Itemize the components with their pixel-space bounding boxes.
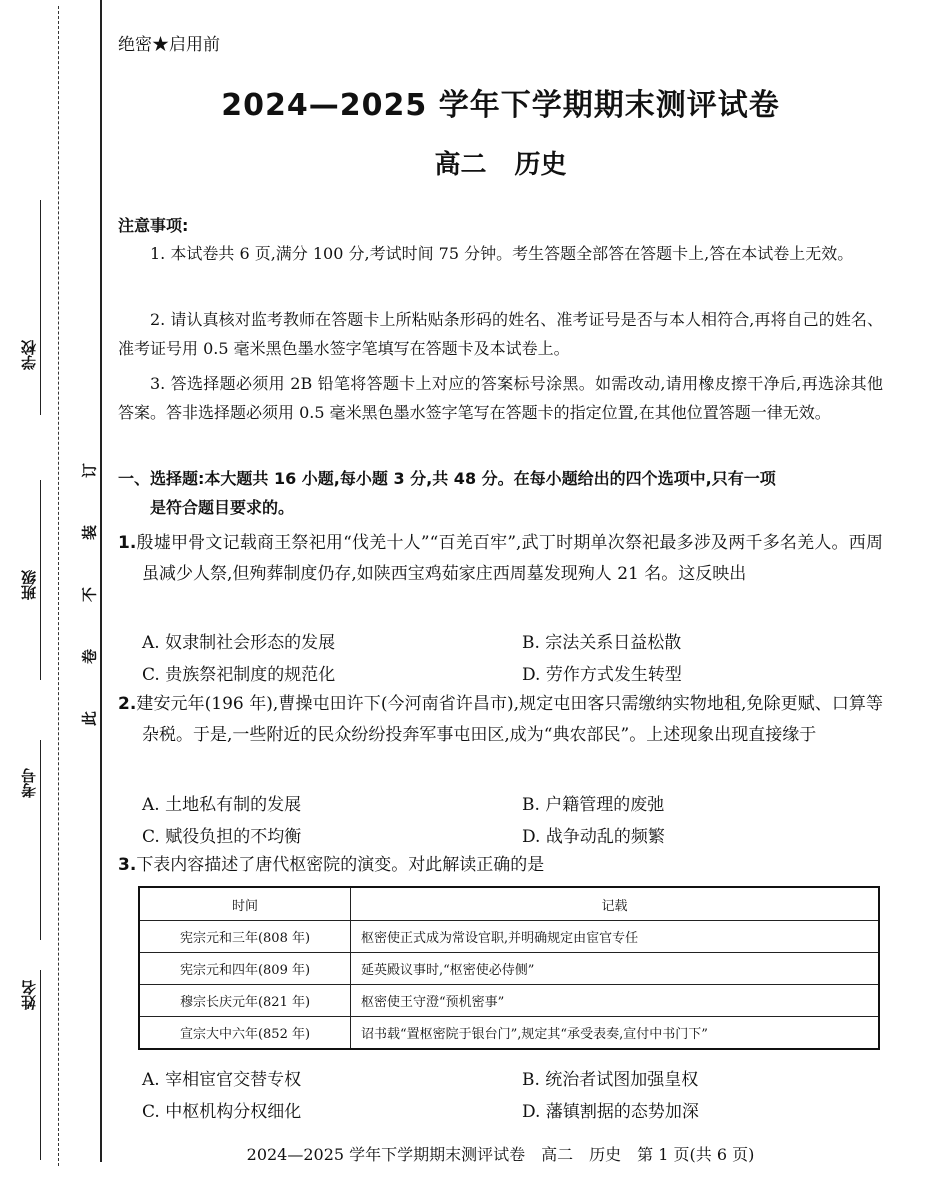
grade-label: 高二 xyxy=(434,150,487,180)
confidential-mark: 绝密★启用前 xyxy=(118,35,220,55)
binding-margin xyxy=(0,0,100,1183)
table-row xyxy=(139,921,879,953)
subject-label: 历史 xyxy=(514,150,567,180)
section-heading xyxy=(118,464,883,522)
section-line-2: 是符合题目要求的。 xyxy=(150,498,295,517)
option-a[interactable]: A. 土地私有制的发展 xyxy=(142,795,302,815)
history-table xyxy=(138,886,880,1050)
exam-subtitle xyxy=(118,144,883,181)
option-b[interactable]: B. 户籍管理的废弛 xyxy=(522,795,665,815)
dashed-cut-line xyxy=(58,6,59,1166)
question-1: 1.殷墟甲骨文记载商王祭祀用“伐羌十人”“百羌百牢”,武丁时期单次祭祀最多涉及两千多名羌人。西周虽减少人祭,但殉葬制度仍存,如陕西宝鸡茹家庄西周墓发现殉人 21 名。这反映出 xyxy=(118,533,883,584)
exam-no-label: 考号 xyxy=(20,768,38,798)
table-header: 时间 xyxy=(139,887,351,921)
notice-heading: 注意事项: xyxy=(118,216,189,235)
option-c[interactable]: C. 赋役负担的不均衡 xyxy=(142,827,302,847)
binding-char: 不 xyxy=(80,587,99,603)
question-number: 3 xyxy=(118,855,130,875)
table-row xyxy=(139,1017,879,1050)
question-stem: 建安元年(196 年),曹操屯田许下(今河南省许昌市),规定屯田客只需缴纳实物地租,免除更赋、口算等杂税。于是,一些附近的民众纷纷投奔军事屯田区,成为“典农部民”。上述现象出现直接缘于 xyxy=(136,694,883,745)
binding-char: 装 xyxy=(80,525,99,541)
question-number: 1 xyxy=(118,533,130,553)
option-c[interactable]: C. 贵族祭祀制度的规范化 xyxy=(142,665,336,685)
binding-char: 卷 xyxy=(80,649,99,665)
table-cell: 宪宗元和三年(808 年) xyxy=(139,921,351,953)
question-3: 3.下表内容描述了唐代枢密院的演变。对此解读正确的是 xyxy=(118,855,545,875)
class-label: 班级 xyxy=(20,570,38,600)
option-d[interactable]: D. 藩镇割据的态势加深 xyxy=(522,1102,699,1122)
option-c[interactable]: C. 中枢机构分权细化 xyxy=(142,1102,302,1122)
notice-item: 2. 请认真核对监考教师在答题卡上所粘贴条形码的姓名、准考证号是否与本人相符合,再将自己的姓名、准考证号用 0.5 毫米黑色墨水签字笔填写在答题卡及本试卷上。 xyxy=(118,310,883,358)
question-stem: 殷墟甲骨文记载商王祭祀用“伐羌十人”“百羌百牢”,武丁时期单次祭祀最多涉及两千多名羌人。西周虽减少人祭,但殉葬制度仍存,如陕西宝鸡茹家庄西周墓发现殉人 21 名。这反映出 xyxy=(136,533,883,584)
page-footer: 2024—2025 学年下学期期末测评试卷 高二 历史 第 1 页(共 6 页) xyxy=(246,1145,755,1164)
table-cell: 穆宗长庆元年(821 年) xyxy=(139,985,351,1017)
option-b[interactable]: B. 宗法关系日益松散 xyxy=(522,633,682,653)
question-2: 2.建安元年(196 年),曹操屯田许下(今河南省许昌市),规定屯田客只需缴纳实物地租,免除更赋、口算等杂税。于是,一些附近的民众纷纷投奔军事屯田区,成为“典农部民”。上述现象出现直接缘于 xyxy=(118,694,883,745)
school-label: 学校 xyxy=(20,340,38,370)
table-cell: 枢密使王守澄“预机密事” xyxy=(351,985,880,1017)
table-row xyxy=(139,953,879,985)
table-cell: 延英殿议事时,“枢密使必侍侧” xyxy=(351,953,880,985)
table-cell: 宪宗元和四年(809 年) xyxy=(139,953,351,985)
binding-border-line xyxy=(100,0,102,1162)
name-label: 姓名 xyxy=(20,980,38,1010)
table-cell: 枢密使正式成为常设官职,并明确规定由宦官专任 xyxy=(351,921,880,953)
notice-item: 3. 答选择题必须用 2B 铅笔将答题卡上对应的答案标号涂黑。如需改动,请用橡皮擦干净后,再选涂其他答案。答非选择题必须用 0.5 毫米黑色墨水签字笔写在答题卡的指定位置,在其他位置答题一律无效。 xyxy=(118,374,883,422)
school-field-line xyxy=(40,200,41,415)
section-line-1: 一、选择题:本大题共 16 小题,每小题 3 分,共 48 分。在每小题给出的四个选项中,只有一项 xyxy=(118,469,776,488)
table-row xyxy=(139,985,879,1017)
table-cell: 宣宗大中六年(852 年) xyxy=(139,1017,351,1050)
option-d[interactable]: D. 劳作方式发生转型 xyxy=(522,665,682,685)
binding-char: 订 xyxy=(80,463,99,479)
table-header-row xyxy=(139,887,879,921)
exam-title: 2024—2025 学年下学期期末测评试卷 xyxy=(221,88,780,123)
table-cell: 诏书载“置枢密院于银台门”,规定其“承受表奏,宣付中书门下” xyxy=(351,1017,880,1050)
table-header: 记载 xyxy=(351,887,880,921)
question-stem: 下表内容描述了唐代枢密院的演变。对此解读正确的是 xyxy=(136,855,545,875)
question-number: 2 xyxy=(118,694,130,714)
option-b[interactable]: B. 统治者试图加强皇权 xyxy=(522,1070,699,1090)
option-d[interactable]: D. 战争动乱的频繁 xyxy=(522,827,665,847)
option-a[interactable]: A. 奴隶制社会形态的发展 xyxy=(142,633,336,653)
option-a[interactable]: A. 宰相宦官交替专权 xyxy=(142,1070,302,1090)
binding-char: 此 xyxy=(80,711,99,727)
notice-item: 1. 本试卷共 6 页,满分 100 分,考试时间 75 分钟。考生答题全部答在答题卡上,答在本试卷上无效。 xyxy=(150,244,854,263)
